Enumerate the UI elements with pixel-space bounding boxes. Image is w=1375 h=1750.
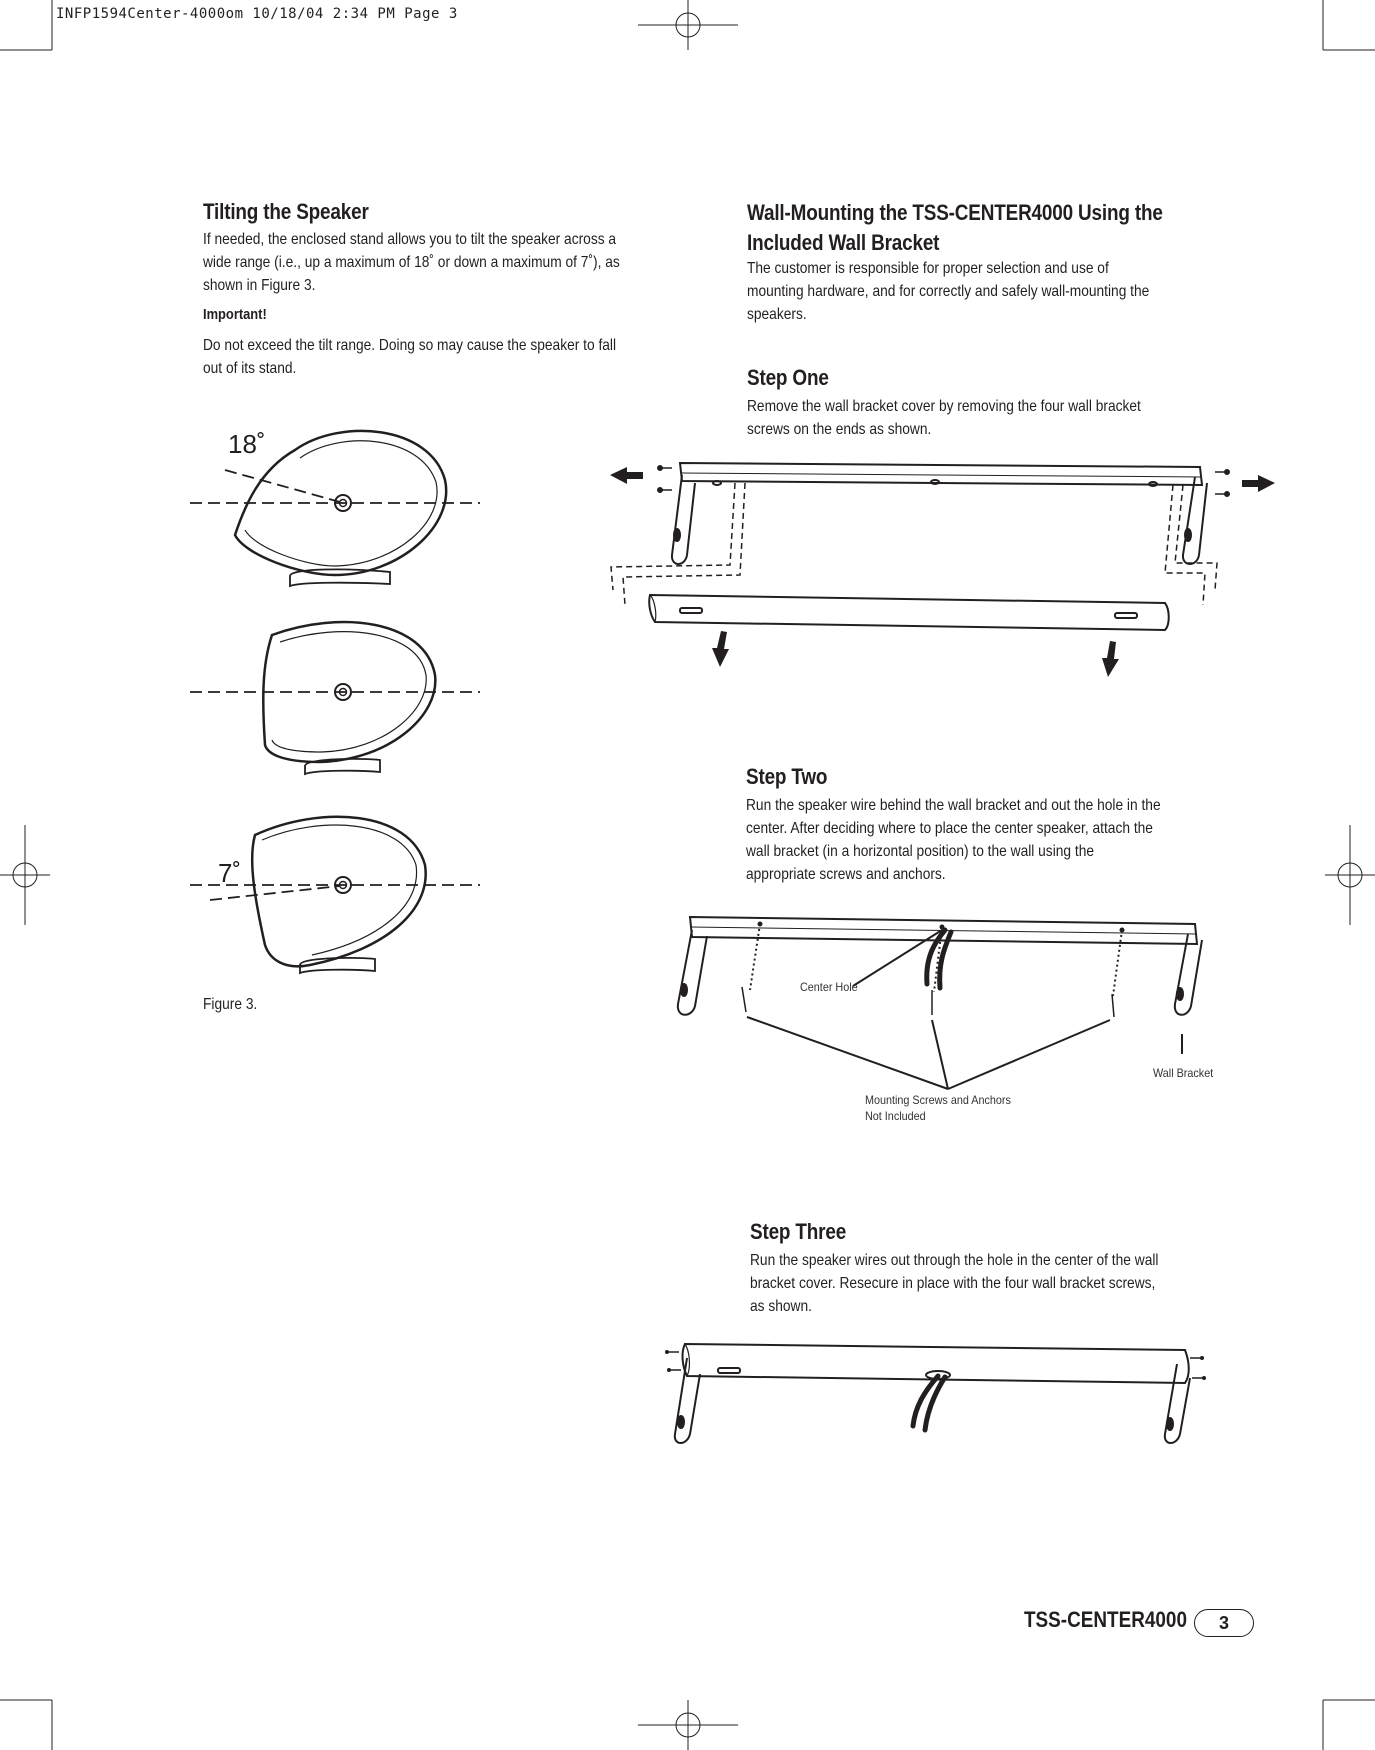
wall-mount-intro: The customer is responsible for proper selection and use of mounting hardware, and for correctly and safely wall-mounting the speakers. xyxy=(747,260,1150,323)
wall-mount-intro-block xyxy=(747,257,1222,326)
step3-text-block xyxy=(750,1249,1230,1318)
step1-title: Step One xyxy=(747,365,829,390)
step3-text: Run the speaker wires out through the hole in the center of the wall bracket cover. Resecure in place with the four wall bracket screws, as shown. xyxy=(750,1252,1159,1315)
step1-text-block xyxy=(747,395,1227,441)
important-block xyxy=(203,303,703,326)
wall-mount-title-line2: Included Wall Bracket xyxy=(747,230,940,255)
step3-illustration xyxy=(655,1338,1225,1458)
page-number: 3 xyxy=(1194,1609,1254,1637)
important-label: Important! xyxy=(203,306,267,323)
arrow-right-icon xyxy=(1242,475,1275,492)
left-column xyxy=(203,197,653,227)
speaker-level xyxy=(263,622,435,774)
tilting-intro-block xyxy=(203,228,703,297)
step1-illustration xyxy=(605,455,1285,685)
print-slug: INFP1594Center-4000om 10/18/04 2:34 PM Page 3 xyxy=(56,6,458,22)
figure-caption: Figure 3. xyxy=(203,996,258,1013)
tilting-intro: If needed, the enclosed stand allows you to tilt the speaker across a wide range (i.e., up a maximum of 18˚ or down a maximum of 7˚), as shown in Figure 3. xyxy=(203,231,620,294)
angle-down-label: 7˚ xyxy=(218,858,242,888)
step3-block xyxy=(750,1217,862,1247)
arrow-down-right-icon xyxy=(1102,641,1119,677)
speaker-tilted-up xyxy=(235,431,446,586)
angle-up-label: 18˚ xyxy=(228,429,266,459)
footer-model: TSS-CENTER4000 xyxy=(1024,1607,1187,1632)
label-center-hole: Center Hole xyxy=(800,980,858,994)
step2-title: Step Two xyxy=(746,764,828,789)
important-text: Do not exceed the tilt range. Doing so may cause the speaker to fall out of its stand. xyxy=(203,337,617,377)
label-screws-line1: Mounting Screws and Anchors xyxy=(865,1093,1011,1107)
tilt-figure xyxy=(200,410,500,980)
speaker-tilted-down xyxy=(252,817,426,973)
arrow-down-left-icon xyxy=(712,631,729,667)
footer-model-block xyxy=(1024,1607,1214,1633)
step2-block xyxy=(746,762,841,792)
warning-block xyxy=(203,334,703,380)
step3-title: Step Three xyxy=(750,1219,847,1244)
figure-caption-block xyxy=(203,996,266,1014)
wall-mount-title-line1: Wall-Mounting the TSS-CENTER4000 Using the xyxy=(747,200,1163,225)
step1-block xyxy=(747,363,842,393)
label-screws-line2: Not Included xyxy=(865,1109,926,1123)
arrow-left-icon xyxy=(610,467,643,484)
wall-mount-title-block xyxy=(747,198,1247,258)
step2-text-block xyxy=(746,794,1236,886)
step2-text: Run the speaker wire behind the wall bracket and out the hole in the center. After deciding where to place the center speaker, attach the wall bracket (in a horizontal position) to the wall using the appropriate screws and anchors. xyxy=(746,797,1161,883)
tilting-title: Tilting the Speaker xyxy=(203,199,369,224)
step1-text: Remove the wall bracket cover by removing the four wall bracket screws on the ends as shown. xyxy=(747,398,1141,438)
label-wall-bracket: Wall Bracket xyxy=(1153,1066,1214,1080)
